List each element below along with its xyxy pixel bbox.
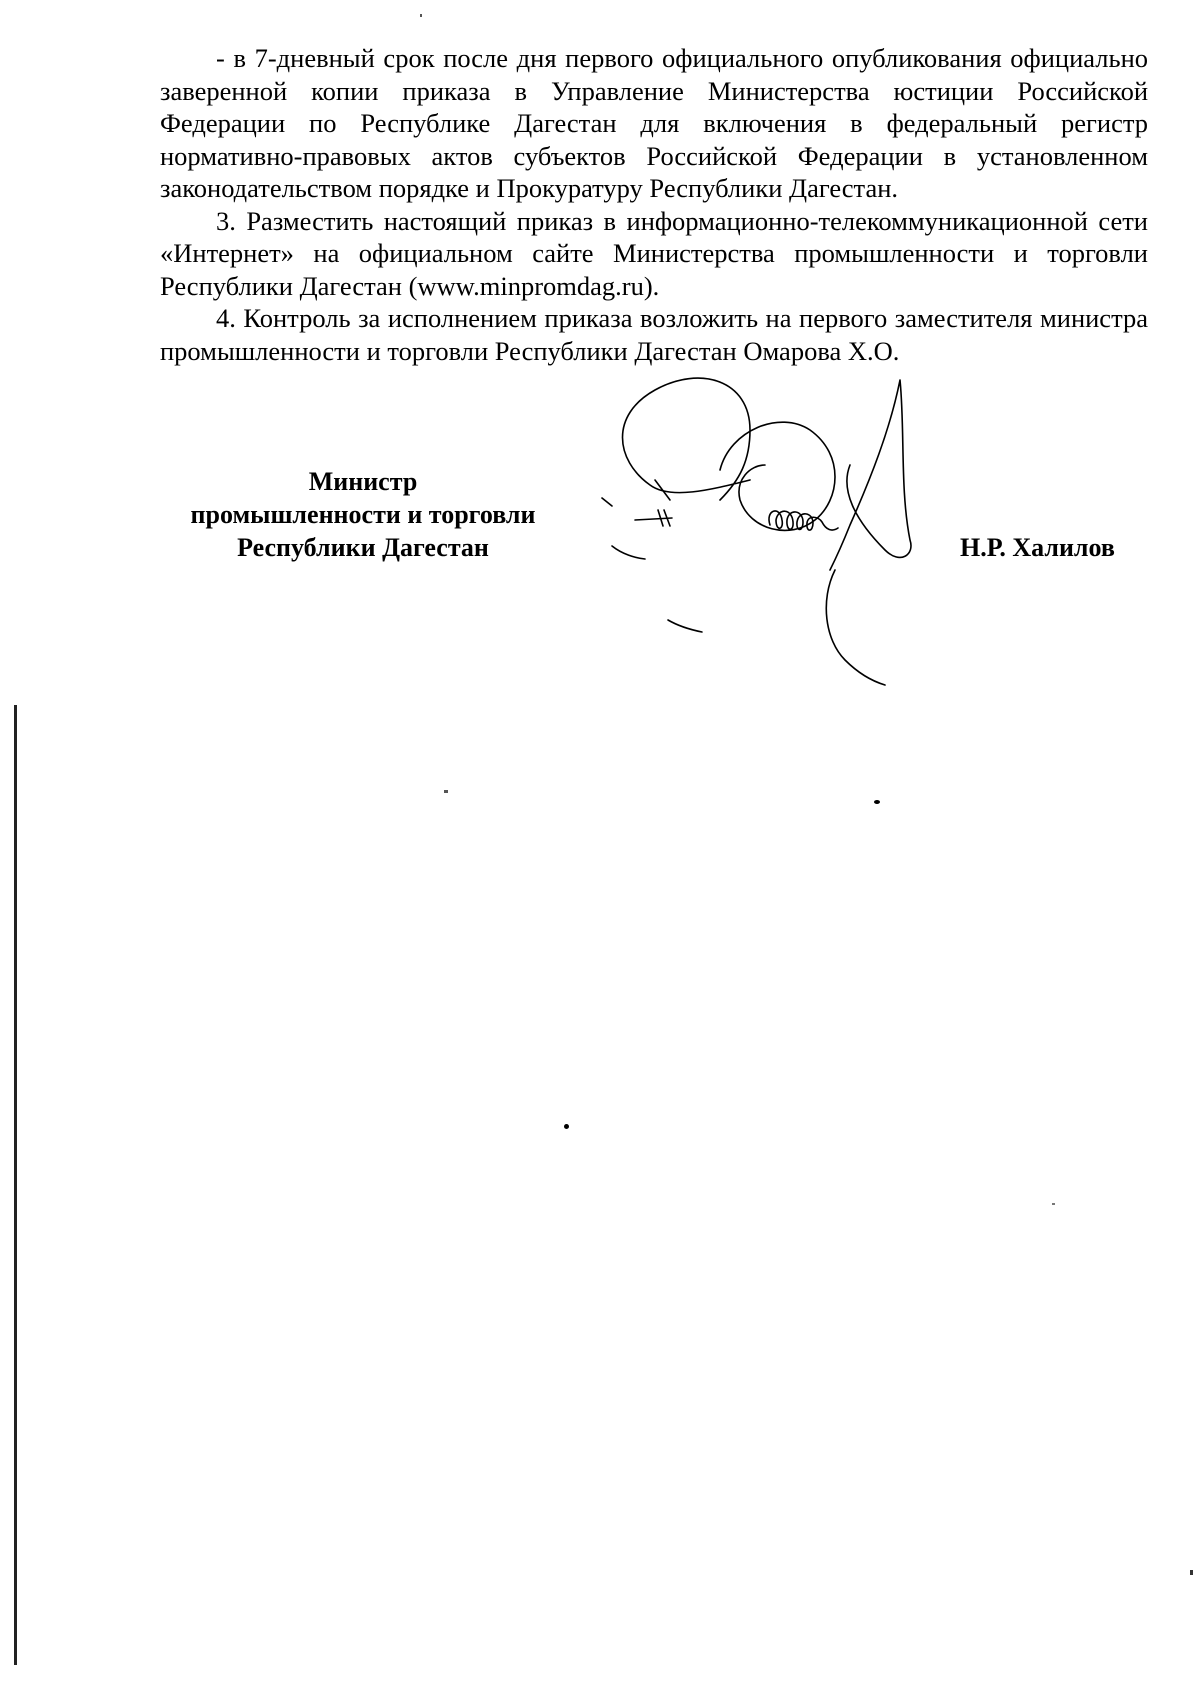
document-body: [160, 42, 1148, 367]
signatory-title: [168, 465, 558, 564]
paragraph-control: 4. Контроль за исполнением приказа возложить на первого заместителя министра промышленности и торговли Республики Дагестан Омарова Х.О.: [160, 303, 1148, 366]
paragraph-publish-online: 3. Разместить настоящий приказ в информационно-телекоммуникационной сети «Интернет» на официальном сайте Министерства промышленности и торговли Республики Дагестан (www.minpromdag.ru).: [160, 205, 1148, 301]
scan-speck: [420, 14, 422, 17]
scan-speck: [874, 800, 880, 804]
scan-speck: [1190, 1570, 1193, 1575]
handwritten-signature: [600, 370, 980, 700]
scan-speck: [564, 1124, 569, 1129]
signatory-title-line-1: Министр: [308, 467, 418, 496]
signatory-name: Н.Р. Халилов: [960, 533, 1115, 562]
scan-speck: [444, 790, 448, 793]
signatory-title-line-3: Республики Дагестан: [237, 533, 489, 562]
scan-border-line: [14, 705, 17, 1665]
signatory-title-line-2: промышленности и торговли: [190, 500, 536, 529]
paragraph-submission-term: - в 7-дневный срок после дня первого официального опубликования официально заверенной копии приказа в Управление Министерства юстиции Российской Федерации по Республике Дагестан для включения в федеральный регистр нормативно-правовых актов субъектов Российской Федерации в установленном законодательством порядке и Прокуратуру Республики Дагестан.: [160, 43, 1148, 203]
scan-speck: [1052, 1203, 1055, 1205]
